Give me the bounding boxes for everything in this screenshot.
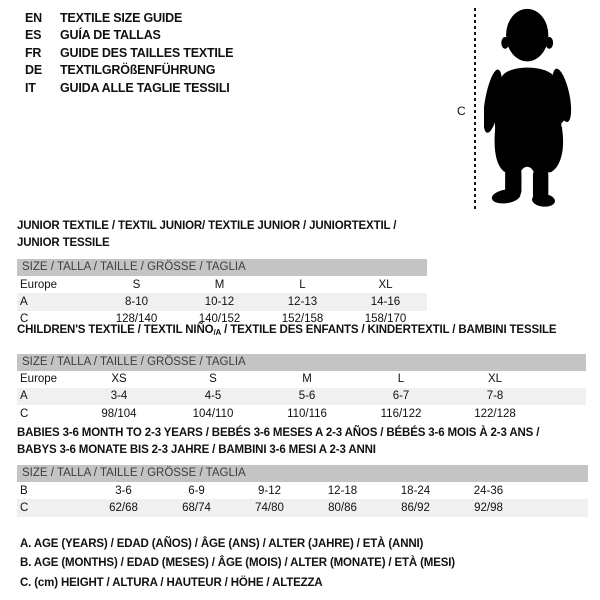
size-value: 128/140 xyxy=(115,313,158,326)
table-row xyxy=(17,388,586,405)
table-row xyxy=(17,499,588,516)
size-value: 140/152 xyxy=(198,313,241,326)
guide-title: TEXTILE SIZE GUIDE xyxy=(60,10,183,25)
section-title xyxy=(17,322,586,342)
note-line: B. AGE (MONTHS) / EDAD (MESES) / ÂGE (MOIS) / ALTER (MONATE) / ETÀ (MESI) xyxy=(20,557,455,570)
size-value: M xyxy=(214,278,225,291)
language-code: ES xyxy=(25,28,42,43)
section-title xyxy=(17,425,588,458)
section-title-line: CHILDREN'S TEXTILE / TEXTIL $NIÑO_{/A}$ / TEXTILE DES ENFANTS / KINDERTEXTIL / BAMBINI TESSILE xyxy=(17,324,557,337)
size-value: 8-10 xyxy=(124,295,149,308)
language-code: EN xyxy=(25,10,42,25)
spacer-cell xyxy=(542,371,586,388)
size-value: 110/116 xyxy=(287,407,327,420)
size-value: XL xyxy=(378,278,393,291)
table-row xyxy=(17,405,586,422)
row-label: C xyxy=(20,407,29,420)
row-label: Europe xyxy=(20,373,58,386)
size-value: 4-5 xyxy=(204,390,222,403)
size-value: 68/74 xyxy=(182,501,211,514)
size-header-bar xyxy=(17,354,586,371)
size-value: 3-4 xyxy=(110,390,128,403)
size-value: 116/122 xyxy=(380,407,422,420)
section-junior-textile xyxy=(17,218,427,328)
size-value: L xyxy=(299,278,306,291)
children-size-table xyxy=(17,371,586,423)
size-value: M xyxy=(302,373,312,386)
section-title-line: BABYS 3-6 MONATE BIS 2-3 JAHRE / BAMBINI 3-6 MESI A 2-3 ANNI xyxy=(17,443,376,456)
size-value: 3-6 xyxy=(115,484,132,497)
section-title xyxy=(17,218,427,251)
row-label: A xyxy=(20,390,28,403)
size-value: 6-7 xyxy=(392,390,410,403)
size-value: 152/158 xyxy=(281,313,324,326)
note-line: A. AGE (YEARS) / EDAD (AÑOS) / ÂGE (ANS) / ALTER (JAHRE) / ETÀ (ANNI) xyxy=(20,538,424,550)
spacer-cell xyxy=(525,482,588,499)
table-row xyxy=(17,293,427,310)
size-value: XS xyxy=(111,373,127,386)
language-list xyxy=(25,9,233,97)
size-value: 86/92 xyxy=(401,501,430,514)
babies-size-table xyxy=(17,482,588,517)
size-value: 122/128 xyxy=(474,407,516,420)
language-code: DE xyxy=(25,63,42,78)
language-code: IT xyxy=(25,80,36,95)
height-measure-dotted-line xyxy=(474,8,476,209)
size-header-bar xyxy=(17,465,588,482)
size-value: 80/86 xyxy=(328,501,357,514)
size-value: 74/80 xyxy=(255,501,284,514)
size-value: 18-24 xyxy=(400,484,431,497)
size-value: 9-12 xyxy=(257,484,282,497)
language-row xyxy=(25,44,233,62)
spacer-cell xyxy=(542,388,586,405)
row-label: A xyxy=(20,295,28,308)
section-babies-textile xyxy=(17,425,588,517)
baby-silhouette-icon xyxy=(484,4,580,210)
row-label: B xyxy=(20,484,28,497)
size-value: 98/104 xyxy=(101,407,137,420)
table-row xyxy=(17,371,586,388)
language-row xyxy=(25,79,233,97)
size-value: 24-36 xyxy=(473,484,504,497)
row-label: C xyxy=(20,313,29,326)
size-value: XL xyxy=(487,373,503,386)
size-header-text: SIZE / TALLA / TAILLE / GRÖSSE / TAGLIA xyxy=(22,355,246,368)
size-value: 12-18 xyxy=(327,484,358,497)
guide-title: GUIDA ALLE TAGLIE TESSILI xyxy=(60,80,230,95)
size-header-text: SIZE / TALLA / TAILLE / GRÖSSE / TAGLIA xyxy=(22,467,246,479)
language-code: FR xyxy=(25,45,42,60)
size-value: 10-12 xyxy=(204,295,235,308)
size-value: 158/170 xyxy=(364,313,407,326)
spacer-cell xyxy=(525,499,588,516)
note-line: C. (cm) HEIGHT / ALTURA / HAUTEUR / HÖHE / ALTEZZA xyxy=(20,576,323,589)
guide-title: TEXTILGRÖßENFÜHRUNG xyxy=(60,63,216,78)
size-value: 5-6 xyxy=(298,390,316,403)
size-header-text: SIZE / TALLA / TAILLE / GRÖSSE / TAGLIA xyxy=(22,261,246,273)
size-value: 7-8 xyxy=(486,390,504,403)
language-row xyxy=(25,62,233,80)
size-value: 92/98 xyxy=(474,501,503,514)
legend-notes xyxy=(20,535,455,593)
junior-size-table xyxy=(17,276,427,328)
size-value: 62/68 xyxy=(109,501,138,514)
table-row xyxy=(17,482,588,499)
size-value: S xyxy=(132,278,141,291)
spacer-cell xyxy=(542,405,586,422)
guide-title: GUIDE DES TAILLES TEXTILE xyxy=(60,45,234,60)
height-measure-label: C xyxy=(457,104,466,118)
language-row xyxy=(25,27,233,45)
section-title-line: BABIES 3-6 MONTH TO 2-3 YEARS / BEBÉS 3-6 MESES A 2-3 AÑOS / BÉBÉS 3-6 MOIS À 2-3 ANS / xyxy=(17,427,540,439)
size-value: S xyxy=(209,373,217,386)
row-label: Europe xyxy=(20,278,58,291)
table-row xyxy=(17,276,427,293)
size-header-bar xyxy=(17,259,427,276)
size-value: L xyxy=(397,373,405,386)
section-title-line: JUNIOR TEXTILE / TEXTIL JUNIOR/ TEXTILE JUNIOR / JUNIORTEXTIL / JUNIOR TESSILE xyxy=(17,220,397,249)
size-value: 12-13 xyxy=(287,295,318,308)
size-value: 14-16 xyxy=(370,295,401,308)
row-label: C xyxy=(20,501,29,514)
size-value: 6-9 xyxy=(188,484,205,497)
size-value: 104/110 xyxy=(192,407,234,420)
section-childrens-textile xyxy=(17,322,586,422)
guide-title: GUÍA DE TALLAS xyxy=(60,28,161,43)
language-row xyxy=(25,9,233,27)
